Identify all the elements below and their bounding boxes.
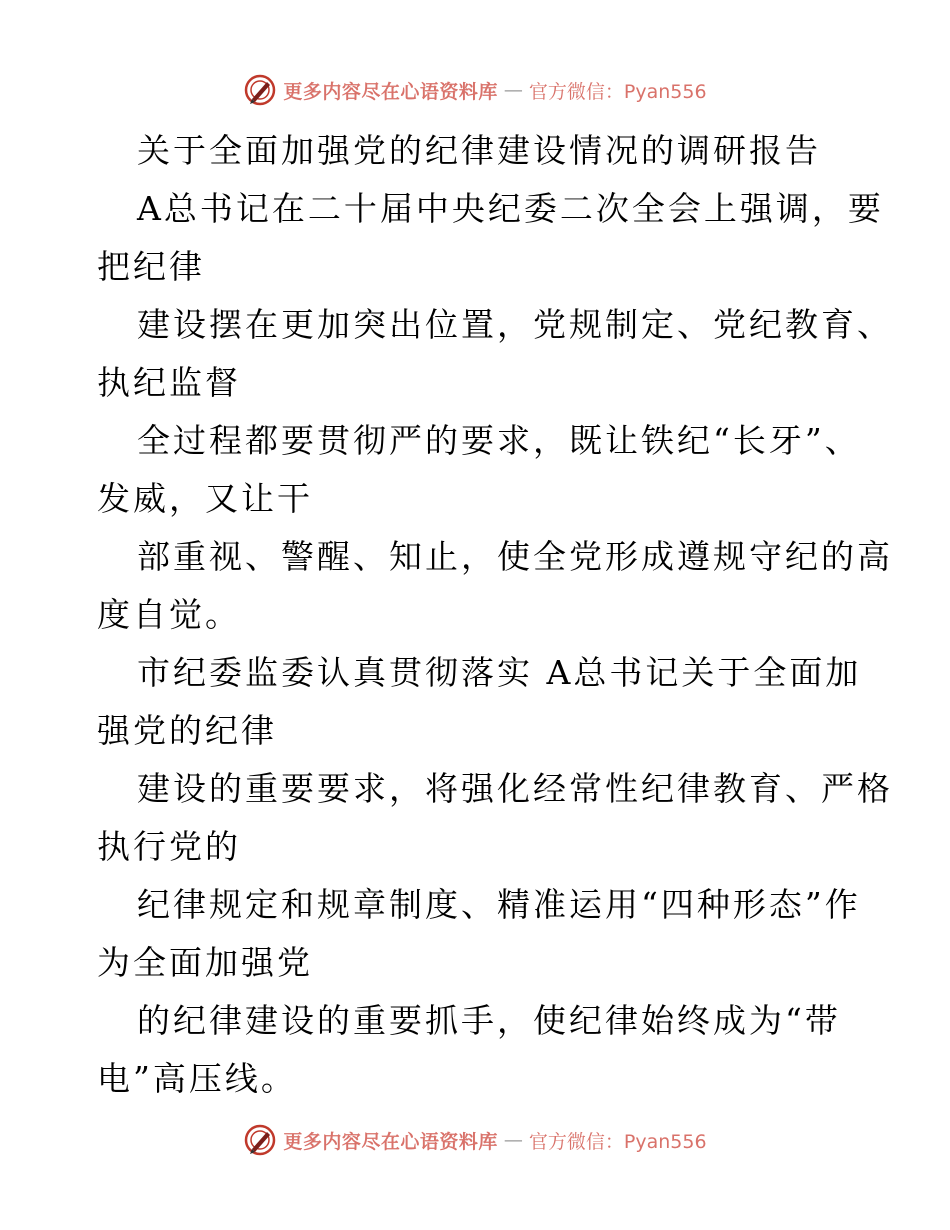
paragraph-line: 执行党的 bbox=[97, 827, 241, 866]
watermark-separator: — bbox=[503, 1129, 523, 1151]
paragraph-line: 强党的纪律 bbox=[97, 711, 277, 750]
paragraph-line: 市纪委监委认真贯彻落实 A总书记关于全面加 bbox=[137, 653, 862, 692]
paragraph-line: 全过程都要贯彻严的要求，既让铁纪“长牙”、 bbox=[137, 421, 861, 460]
watermark-site-text: 更多内容尽在心语资料库 bbox=[283, 80, 498, 103]
header-watermark bbox=[0, 70, 950, 110]
paragraph-line: 把纪律 bbox=[97, 247, 205, 286]
paragraph-line: 建设的重要要求，将强化经常性纪律教育、严格 bbox=[137, 769, 893, 808]
paragraph-line: 为全面加强党 bbox=[97, 943, 313, 982]
paragraph-line: 纪律规定和规章制度、精准运用“四种形态”作 bbox=[137, 885, 861, 924]
watermark-site-text: 更多内容尽在心语资料库 bbox=[283, 1130, 498, 1153]
document-title: 关于全面加强党的纪律建设情况的调研报告 bbox=[137, 131, 821, 170]
paragraph-line: 发威，又让干 bbox=[97, 479, 313, 518]
paragraph-line: 部重视、警醒、知止，使全党形成遵规守纪的高 bbox=[137, 537, 893, 576]
watermark-contact-text: 官方微信：Pyan556 bbox=[528, 1130, 707, 1153]
paragraph-line: 度自觉。 bbox=[97, 595, 241, 634]
footer-watermark bbox=[0, 1120, 950, 1160]
watermark-contact-text: 官方微信：Pyan556 bbox=[528, 80, 707, 103]
watermark-separator: — bbox=[503, 79, 523, 101]
paragraph-line: A总书记在二十届中央纪委二次全会上强调，要 bbox=[137, 189, 884, 228]
paragraph-line: 建设摆在更加突出位置，党规制定、党纪教育、 bbox=[137, 305, 893, 344]
paragraph-line: 电”高压线。 bbox=[97, 1059, 297, 1098]
paragraph-line: 执纪监督 bbox=[97, 363, 241, 402]
pen-logo-icon bbox=[243, 73, 277, 107]
paragraph-line: 的纪律建设的重要抓手，使纪律始终成为“带 bbox=[137, 1001, 841, 1040]
document-body bbox=[97, 122, 893, 1108]
pen-logo-icon bbox=[243, 1123, 277, 1157]
